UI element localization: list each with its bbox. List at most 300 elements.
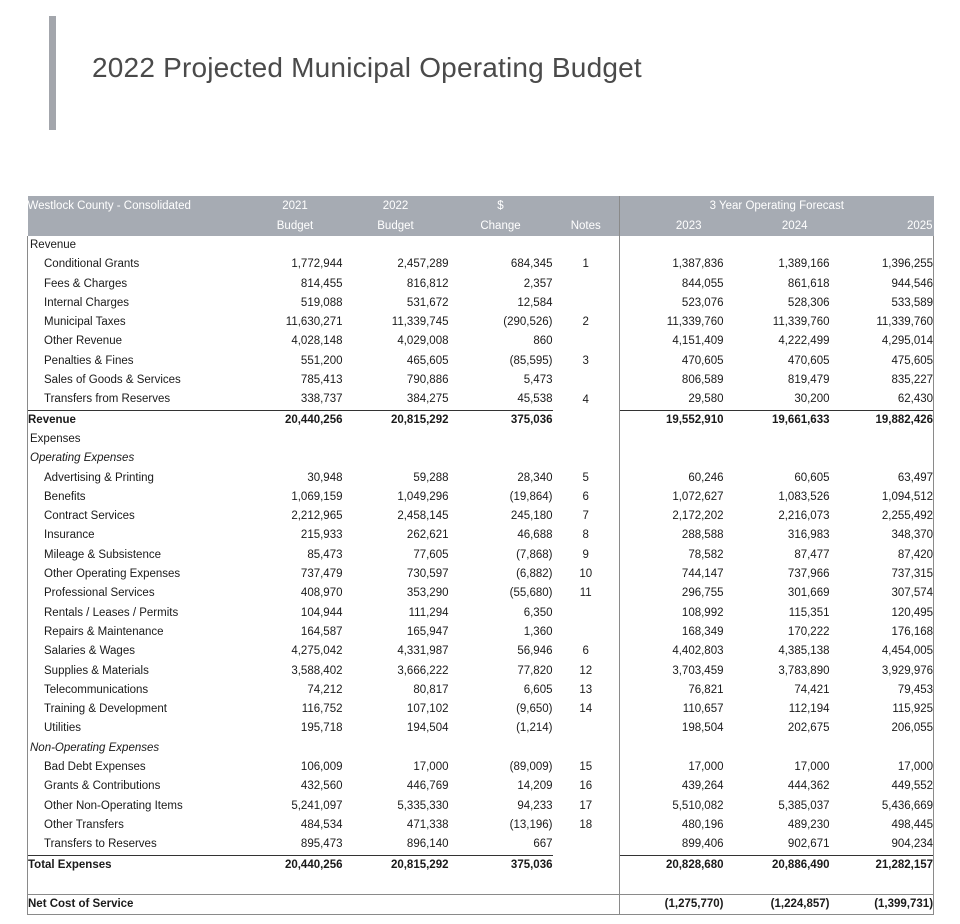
empty-cell [724, 875, 830, 895]
line-item-label: Other Non-Operating Items [28, 797, 248, 816]
budget-2021: 195,718 [300, 722, 343, 735]
budget-2021: 519,088 [300, 296, 343, 309]
forecast-2024: 902,671 [787, 838, 830, 851]
net-cost-2023: (1,275,770) [620, 895, 724, 915]
budget-2021: 338,737 [300, 393, 343, 406]
budget-2021: 104,944 [300, 606, 343, 619]
operating-expenses-heading-label: Operating Expenses [28, 449, 248, 468]
line-item-label: Repairs & Maintenance [28, 623, 248, 642]
forecast-2023: 2,172,202 [620, 507, 724, 526]
forecast-2025: 904,234 [830, 835, 934, 855]
forecast-2024: 4,222,499 [778, 335, 830, 348]
forecast-2025: 475,605 [830, 352, 934, 371]
forecast-2023: 1,072,627 [620, 488, 724, 507]
change-value: (13,196) [509, 818, 553, 831]
forecast-header: 3 Year Operating Forecast [620, 196, 934, 216]
forecast-2024: 861,618 [787, 277, 830, 290]
empty-cell [724, 430, 830, 449]
line-item-row [28, 777, 934, 796]
budget-2022: 165,947 [406, 625, 449, 638]
line-item-label: Grants & Contributions [28, 777, 248, 796]
budget-2022: 3,666,222 [397, 664, 449, 677]
total-2024: 20,886,490 [724, 855, 830, 875]
forecast-2025: 62,430 [830, 390, 934, 410]
line-item-row [28, 371, 934, 390]
forecast-2025: 87,420 [830, 546, 934, 565]
line-item-label: Training & Development [28, 700, 248, 719]
forecast-2023: 296,755 [620, 584, 724, 603]
empty-cell [620, 236, 724, 255]
note-number: 10 [579, 568, 593, 581]
forecast-2025: 11,339,760 [830, 313, 934, 332]
budget-2021: 814,455 [300, 277, 343, 290]
revenue-total-row [28, 410, 934, 430]
line-item-row [28, 507, 934, 526]
forecast-2023: 470,605 [620, 352, 724, 371]
line-item-row [28, 816, 934, 835]
empty-cell [248, 739, 343, 758]
forecast-2025: 533,589 [830, 294, 934, 313]
empty-cell [343, 895, 449, 915]
forecast-2023: 844,055 [620, 275, 724, 294]
budget-2022: 465,605 [406, 354, 449, 367]
note-number [553, 604, 620, 623]
budget-2021: 432,560 [300, 780, 343, 793]
line-item-row [28, 584, 934, 603]
forecast-2024: 470,605 [787, 354, 830, 367]
change-value: 6,350 [523, 606, 553, 619]
header-2022-year: 2022 [343, 196, 449, 216]
note-number: 15 [579, 761, 593, 774]
forecast-2023: 29,580 [620, 390, 724, 410]
note-number: 17 [579, 799, 593, 812]
total-2024: 19,661,633 [724, 410, 830, 430]
change-value: 1,360 [523, 625, 553, 638]
empty-cell [343, 236, 449, 255]
forecast-2023: 744,147 [620, 565, 724, 584]
budget-2022: 262,621 [406, 529, 449, 542]
total-expenses-row-label: Total Expenses [28, 855, 248, 875]
line-item-label: Telecommunications [28, 681, 248, 700]
empty-cell [343, 430, 449, 449]
total-2022: 20,815,292 [343, 855, 449, 875]
forecast-2025: 120,495 [830, 604, 934, 623]
non-operating-expenses-heading [28, 739, 934, 758]
expenses-heading [28, 430, 934, 449]
change-value: 684,345 [510, 258, 553, 271]
note-number: 9 [582, 548, 589, 561]
empty-cell [553, 449, 620, 468]
budget-2021: 215,933 [300, 529, 343, 542]
change-value: 667 [533, 838, 553, 851]
change-value: 45,538 [517, 393, 553, 406]
forecast-2024: 444,362 [787, 780, 830, 793]
header-2021-budget: Budget [248, 216, 343, 236]
line-item-label: Fees & Charges [28, 275, 248, 294]
forecast-2023: 78,582 [620, 546, 724, 565]
line-item-label: Sales of Goods & Services [28, 371, 248, 390]
budget-2022: 2,458,145 [397, 510, 449, 523]
empty-cell [248, 875, 343, 895]
line-item-row [28, 526, 934, 545]
forecast-2023: 198,504 [620, 719, 724, 738]
line-item-label: Rentals / Leases / Permits [28, 604, 248, 623]
change-value: 77,820 [517, 664, 553, 677]
budget-2022: 107,102 [406, 703, 449, 716]
line-item-row [28, 719, 934, 738]
forecast-2023: 899,406 [620, 835, 724, 855]
forecast-2024: 60,605 [794, 471, 830, 484]
empty-cell [830, 449, 934, 468]
note-number: 4 [582, 393, 589, 406]
change-value: (89,009) [509, 761, 553, 774]
forecast-2025: 5,436,669 [830, 797, 934, 816]
empty-cell [724, 236, 830, 255]
change-value: 5,473 [523, 374, 553, 387]
forecast-2024: 11,339,760 [772, 316, 830, 329]
net-cost-label: Net Cost of Service [28, 895, 248, 915]
forecast-2024: 87,477 [794, 548, 830, 561]
budget-2021: 164,587 [300, 625, 343, 638]
empty-cell [449, 875, 553, 895]
forecast-2025: 449,552 [830, 777, 934, 796]
forecast-2023: 76,821 [620, 681, 724, 700]
line-item-label: Supplies & Materials [28, 662, 248, 681]
note-number: 5 [582, 471, 589, 484]
empty-cell [248, 449, 343, 468]
budget-2021: 484,534 [300, 818, 343, 831]
forecast-2024: 3,783,890 [778, 664, 830, 677]
total-2021: 20,440,256 [248, 410, 343, 430]
line-item-label: Penalties & Fines [28, 352, 248, 371]
forecast-2023: 5,510,082 [620, 797, 724, 816]
line-item-row [28, 488, 934, 507]
line-item-row [28, 546, 934, 565]
budget-2022: 17,000 [413, 761, 449, 774]
forecast-2024: 5,385,037 [778, 799, 830, 812]
line-item-row [28, 565, 934, 584]
total-change: 375,036 [449, 410, 553, 430]
change-value: 245,180 [510, 510, 553, 523]
total-2023: 20,828,680 [620, 855, 724, 875]
line-item-row [28, 469, 934, 488]
note-number [553, 623, 620, 642]
header-row-top [28, 196, 934, 216]
forecast-2024: 4,385,138 [778, 645, 830, 658]
change-value: (290,526) [503, 316, 553, 329]
change-value: (7,868) [516, 548, 553, 561]
line-item-label: Other Revenue [28, 332, 248, 351]
change-value: 28,340 [517, 471, 553, 484]
budget-2021: 2,212,965 [291, 510, 343, 523]
line-item-label: Professional Services [28, 584, 248, 603]
expenses-heading-label: Expenses [28, 430, 248, 449]
forecast-2023: 1,387,836 [620, 255, 724, 274]
forecast-2025: 115,925 [830, 700, 934, 719]
forecast-2025: 1,094,512 [830, 488, 934, 507]
empty-cell [343, 875, 449, 895]
note-number [553, 275, 620, 294]
net-cost-row [28, 895, 934, 915]
note-number: 18 [579, 818, 593, 831]
forecast-2024: 115,351 [788, 606, 830, 619]
spacer-row [28, 875, 934, 895]
header-2025: 2025 [830, 216, 934, 236]
budget-2022: 11,339,745 [391, 316, 449, 329]
operating-expenses-heading [28, 449, 934, 468]
budget-2021: 1,772,944 [291, 258, 343, 271]
budget-2022: 816,812 [406, 277, 449, 290]
line-item-row [28, 623, 934, 642]
empty-cell [830, 430, 934, 449]
budget-2022: 353,290 [406, 587, 449, 600]
budget-2022: 80,817 [413, 683, 449, 696]
change-value: 12,584 [517, 296, 553, 309]
header-notes: Notes [553, 216, 620, 236]
forecast-2023: 3,703,459 [620, 662, 724, 681]
line-item-row [28, 662, 934, 681]
forecast-2023: 17,000 [620, 758, 724, 777]
total-2025: 21,282,157 [830, 855, 934, 875]
budget-2021: 5,241,097 [291, 799, 343, 812]
line-item-row [28, 642, 934, 661]
total-2023: 19,552,910 [620, 410, 724, 430]
note-number: 8 [582, 529, 589, 542]
empty-cell [449, 449, 553, 468]
net-cost-2024: (1,224,857) [724, 895, 830, 915]
forecast-2024: 2,216,073 [778, 510, 830, 523]
line-item-row [28, 294, 934, 313]
forecast-2025: 79,453 [830, 681, 934, 700]
header-2023: 2023 [620, 216, 724, 236]
title-accent-bar [49, 16, 56, 130]
budget-2022: 5,335,330 [397, 799, 449, 812]
budget-2021: 895,473 [300, 838, 343, 851]
forecast-2023: 4,151,409 [620, 332, 724, 351]
note-number [553, 294, 620, 313]
empty-cell [449, 895, 553, 915]
forecast-2023: 168,349 [620, 623, 724, 642]
budget-2021: 785,413 [300, 374, 343, 387]
empty-cell [553, 739, 620, 758]
forecast-2023: 480,196 [620, 816, 724, 835]
forecast-2023: 11,339,760 [620, 313, 724, 332]
budget-2021: 11,630,271 [285, 316, 343, 329]
budget-2022: 111,294 [408, 606, 449, 619]
budget-2022: 790,886 [406, 374, 449, 387]
budget-2022: 4,029,008 [397, 335, 449, 348]
budget-2022: 384,275 [406, 393, 449, 406]
note-number: 1 [582, 258, 589, 271]
change-value: 94,233 [517, 799, 553, 812]
forecast-2025: 63,497 [830, 469, 934, 488]
forecast-2025: 944,546 [830, 275, 934, 294]
change-value: 6,605 [523, 683, 553, 696]
budget-2022: 531,672 [406, 296, 449, 309]
note-number [553, 719, 620, 738]
revenue-heading [28, 236, 934, 255]
line-item-label: Benefits [28, 488, 248, 507]
line-item-row [28, 835, 934, 855]
budget-2022: 446,769 [406, 780, 449, 793]
budget-2022: 77,605 [413, 548, 449, 561]
line-item-row [28, 275, 934, 294]
line-item-label: Transfers from Reserves [28, 390, 248, 410]
empty-cell [830, 875, 934, 895]
empty-cell [553, 875, 620, 895]
header-2024: 2024 [724, 216, 830, 236]
change-value: (6,882) [516, 568, 553, 581]
forecast-2025: 1,396,255 [830, 255, 934, 274]
line-item-label: Utilities [28, 719, 248, 738]
budget-2022: 194,504 [406, 722, 449, 735]
header-change-symbol: $ [449, 196, 553, 216]
line-item-row [28, 255, 934, 274]
note-number [553, 371, 620, 390]
budget-2021: 408,970 [300, 587, 343, 600]
empty-cell [553, 410, 620, 430]
empty-cell [620, 739, 724, 758]
forecast-2025: 348,370 [830, 526, 934, 545]
note-number: 16 [579, 780, 593, 793]
budget-body [28, 236, 934, 915]
budget-2021: 1,069,159 [291, 490, 343, 503]
forecast-2024: 737,966 [787, 568, 830, 581]
empty-cell [553, 855, 620, 875]
budget-2022: 471,338 [406, 818, 449, 831]
forecast-2025: 4,295,014 [830, 332, 934, 351]
change-value: 860 [533, 335, 553, 348]
line-item-row [28, 681, 934, 700]
forecast-2025: 17,000 [830, 758, 934, 777]
forecast-2024: 316,983 [787, 529, 830, 542]
change-value: (9,650) [516, 703, 553, 716]
budget-2021: 551,200 [300, 354, 343, 367]
budget-2022: 896,140 [406, 838, 449, 851]
line-item-label: Mileage & Subsistence [28, 546, 248, 565]
total-2021: 20,440,256 [248, 855, 343, 875]
line-item-label: Municipal Taxes [28, 313, 248, 332]
empty-cell [28, 875, 248, 895]
line-item-label: Conditional Grants [28, 255, 248, 274]
empty-cell [553, 236, 620, 255]
note-number: 13 [579, 683, 593, 696]
net-cost-2025: (1,399,731) [830, 895, 934, 915]
header-row-bottom [28, 216, 934, 236]
change-value: 14,209 [517, 780, 553, 793]
forecast-2025: 176,168 [830, 623, 934, 642]
page-title: 2022 Projected Municipal Operating Budget [92, 52, 642, 83]
budget-2021: 74,212 [307, 683, 343, 696]
note-number: 6 [582, 490, 589, 503]
forecast-2025: 4,454,005 [830, 642, 934, 661]
total-2025: 19,882,426 [830, 410, 934, 430]
budget-2022: 730,597 [406, 568, 449, 581]
line-item-label: Other Operating Expenses [28, 565, 248, 584]
total-expenses-row [28, 855, 934, 875]
forecast-2023: 806,589 [620, 371, 724, 390]
note-number: 2 [582, 316, 589, 329]
budget-2022: 59,288 [413, 471, 449, 484]
forecast-2024: 819,479 [787, 374, 830, 387]
forecast-2025: 498,445 [830, 816, 934, 835]
header-2022-budget: Budget [343, 216, 449, 236]
note-number: 6 [582, 645, 589, 658]
forecast-2023: 108,992 [620, 604, 724, 623]
empty-cell [248, 895, 343, 915]
budget-2021: 85,473 [307, 548, 343, 561]
line-item-row [28, 352, 934, 371]
change-value: (1,214) [516, 722, 553, 735]
forecast-2025: 307,574 [830, 584, 934, 603]
forecast-2023: 4,402,803 [620, 642, 724, 661]
budget-2022: 1,049,296 [397, 490, 449, 503]
empty-cell [620, 430, 724, 449]
empty-cell [449, 236, 553, 255]
empty-cell [553, 430, 620, 449]
note-number: 14 [579, 703, 593, 716]
empty-cell [724, 449, 830, 468]
empty-cell [553, 895, 620, 915]
budget-2021: 116,752 [301, 703, 343, 716]
forecast-2024: 489,230 [787, 818, 830, 831]
budget-2022: 2,457,289 [397, 258, 449, 271]
empty-cell [620, 875, 724, 895]
revenue-heading-label: Revenue [28, 236, 248, 255]
empty-cell [830, 236, 934, 255]
line-item-row [28, 758, 934, 777]
note-number: 3 [582, 354, 589, 367]
line-item-label: Insurance [28, 526, 248, 545]
forecast-2025: 835,227 [830, 371, 934, 390]
line-item-label: Salaries & Wages [28, 642, 248, 661]
empty-cell [248, 236, 343, 255]
line-item-row [28, 332, 934, 351]
line-item-row [28, 604, 934, 623]
line-item-label: Advertising & Printing [28, 469, 248, 488]
change-value: (85,595) [509, 354, 553, 367]
budget-2022: 4,331,987 [397, 645, 449, 658]
empty-cell [248, 430, 343, 449]
forecast-2023: 439,264 [620, 777, 724, 796]
note-number: 7 [582, 510, 589, 523]
forecast-2024: 30,200 [794, 393, 830, 406]
empty-cell [343, 449, 449, 468]
forecast-2025: 2,255,492 [830, 507, 934, 526]
forecast-2024: 301,669 [787, 587, 830, 600]
forecast-2023: 60,246 [620, 469, 724, 488]
total-change: 375,036 [449, 855, 553, 875]
forecast-2024: 170,222 [787, 625, 830, 638]
forecast-2024: 202,675 [787, 722, 830, 735]
line-item-label: Other Transfers [28, 816, 248, 835]
forecast-2024: 74,421 [794, 683, 830, 696]
empty-cell [449, 739, 553, 758]
forecast-2025: 3,929,976 [830, 662, 934, 681]
line-item-label: Transfers to Reserves [28, 835, 248, 855]
note-number [553, 835, 620, 855]
change-value: (19,864) [509, 490, 553, 503]
forecast-2023: 110,657 [620, 700, 724, 719]
entity-header: Westlock County - Consolidated [28, 196, 248, 216]
empty-cell [724, 739, 830, 758]
change-value: (55,680) [509, 587, 553, 600]
note-number: 11 [579, 587, 592, 600]
change-value: 2,357 [523, 277, 553, 290]
header-change: Change [449, 216, 553, 236]
change-value: 56,946 [517, 645, 553, 658]
revenue-total-row-label: Revenue [28, 410, 248, 430]
